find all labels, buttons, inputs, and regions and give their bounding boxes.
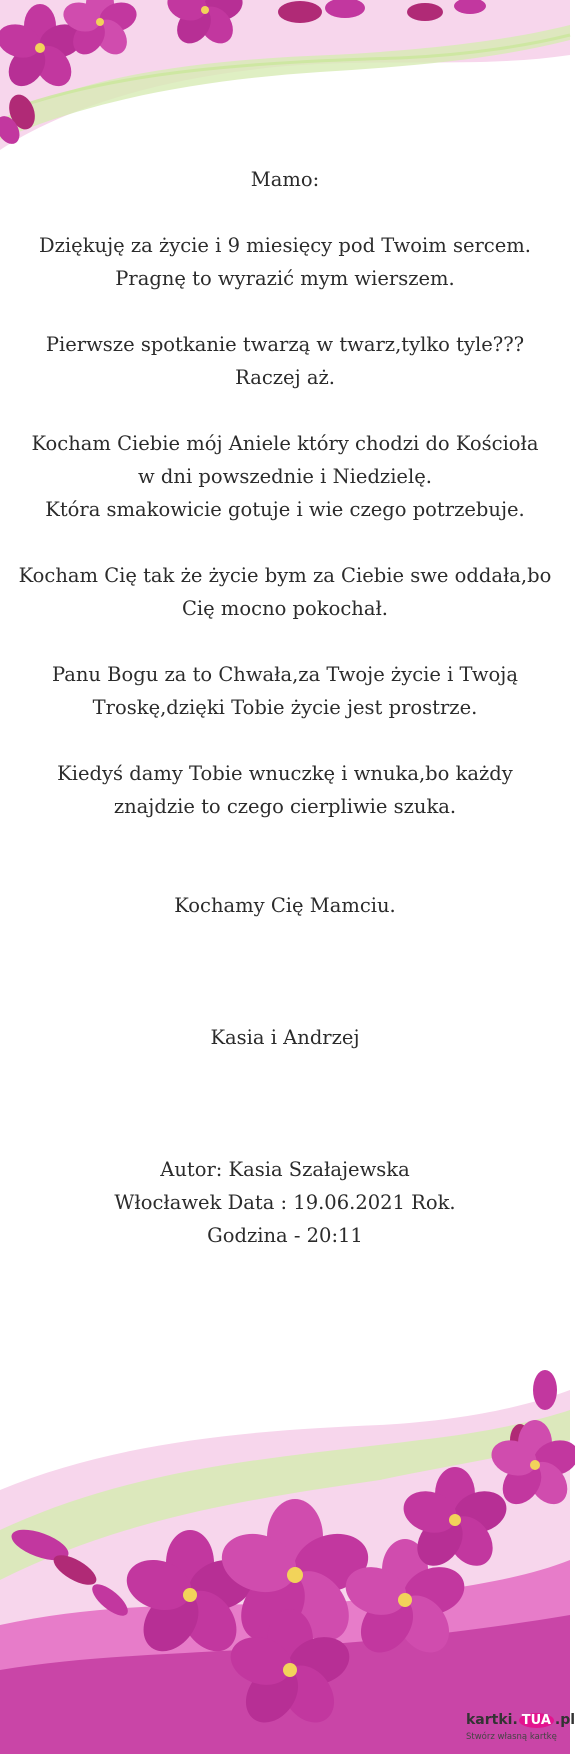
poem-line: Cię mocno pokochał. bbox=[182, 597, 388, 620]
poem-line: Kocham Cię tak że życie bym za Ciebie swe oddała,bo bbox=[18, 564, 552, 587]
poem-line: Kiedyś damy Tobie wnuczkę i wnuka,bo każdy bbox=[57, 762, 513, 785]
poem-line: Raczej aż. bbox=[235, 366, 335, 389]
blank-line bbox=[0, 526, 570, 559]
poem-line: Panu Bogu za to Chwała,za Twoje życie i Twoją bbox=[52, 663, 518, 686]
poem-line: Autor: Kasia Szałajewska bbox=[160, 1158, 410, 1181]
blank-line bbox=[0, 922, 570, 955]
blank-line bbox=[0, 196, 570, 229]
blank-line bbox=[0, 856, 570, 889]
poem-line: Kasia i Andrzej bbox=[210, 1026, 360, 1049]
poem-line: w dni powszednie i Niedzielę. bbox=[138, 465, 432, 488]
kartki-tua-logo[interactable] bbox=[462, 1710, 575, 1754]
blank-line bbox=[0, 823, 570, 856]
poem-line: Dziękuję za życie i 9 miesięcy pod Twoim sercem. bbox=[39, 234, 531, 257]
poem-line: Kochamy Cię Mamciu. bbox=[174, 894, 396, 917]
blank-line bbox=[0, 1120, 570, 1153]
poem-line: Pierwsze spotkanie twarzą w twarz,tylko tyle??? bbox=[45, 333, 525, 356]
logo-wordmark bbox=[466, 1712, 575, 1728]
blank-line bbox=[0, 724, 570, 757]
top-floral-decoration bbox=[0, 0, 570, 175]
blank-line bbox=[0, 988, 570, 1021]
blank-line bbox=[0, 394, 570, 427]
blank-line bbox=[0, 625, 570, 658]
logo-badge: TUA bbox=[519, 1713, 554, 1728]
logo-prefix: kartki. bbox=[466, 1712, 518, 1728]
poem-line: Pragnę to wyrazić mym wierszem. bbox=[115, 267, 455, 290]
poem-line: Mamo: bbox=[250, 168, 320, 191]
blank-line bbox=[0, 295, 570, 328]
poem-line: Włocławek Data : 19.06.2021 Rok. bbox=[114, 1191, 456, 1214]
poem-line: Godzina - 20:11 bbox=[207, 1224, 363, 1247]
blank-line bbox=[0, 955, 570, 988]
poem-text bbox=[0, 163, 570, 1252]
poem-line: znajdzie to czego cierpliwie szuka. bbox=[113, 795, 457, 818]
blank-line bbox=[0, 1087, 570, 1120]
blank-line bbox=[0, 1054, 570, 1087]
poem-line: Troskę,dzięki Tobie życie jest prostrze. bbox=[92, 696, 478, 719]
poem-line: Która smakowicie gotuje i wie czego potrzebuje. bbox=[45, 498, 525, 521]
logo-suffix: .pl bbox=[554, 1712, 575, 1728]
logo-tagline: Stwórz własną kartkę bbox=[466, 1732, 557, 1742]
bottom-floral-decoration bbox=[0, 1370, 570, 1754]
poem-line: Kocham Ciebie mój Aniele który chodzi do Kościoła bbox=[31, 432, 539, 455]
